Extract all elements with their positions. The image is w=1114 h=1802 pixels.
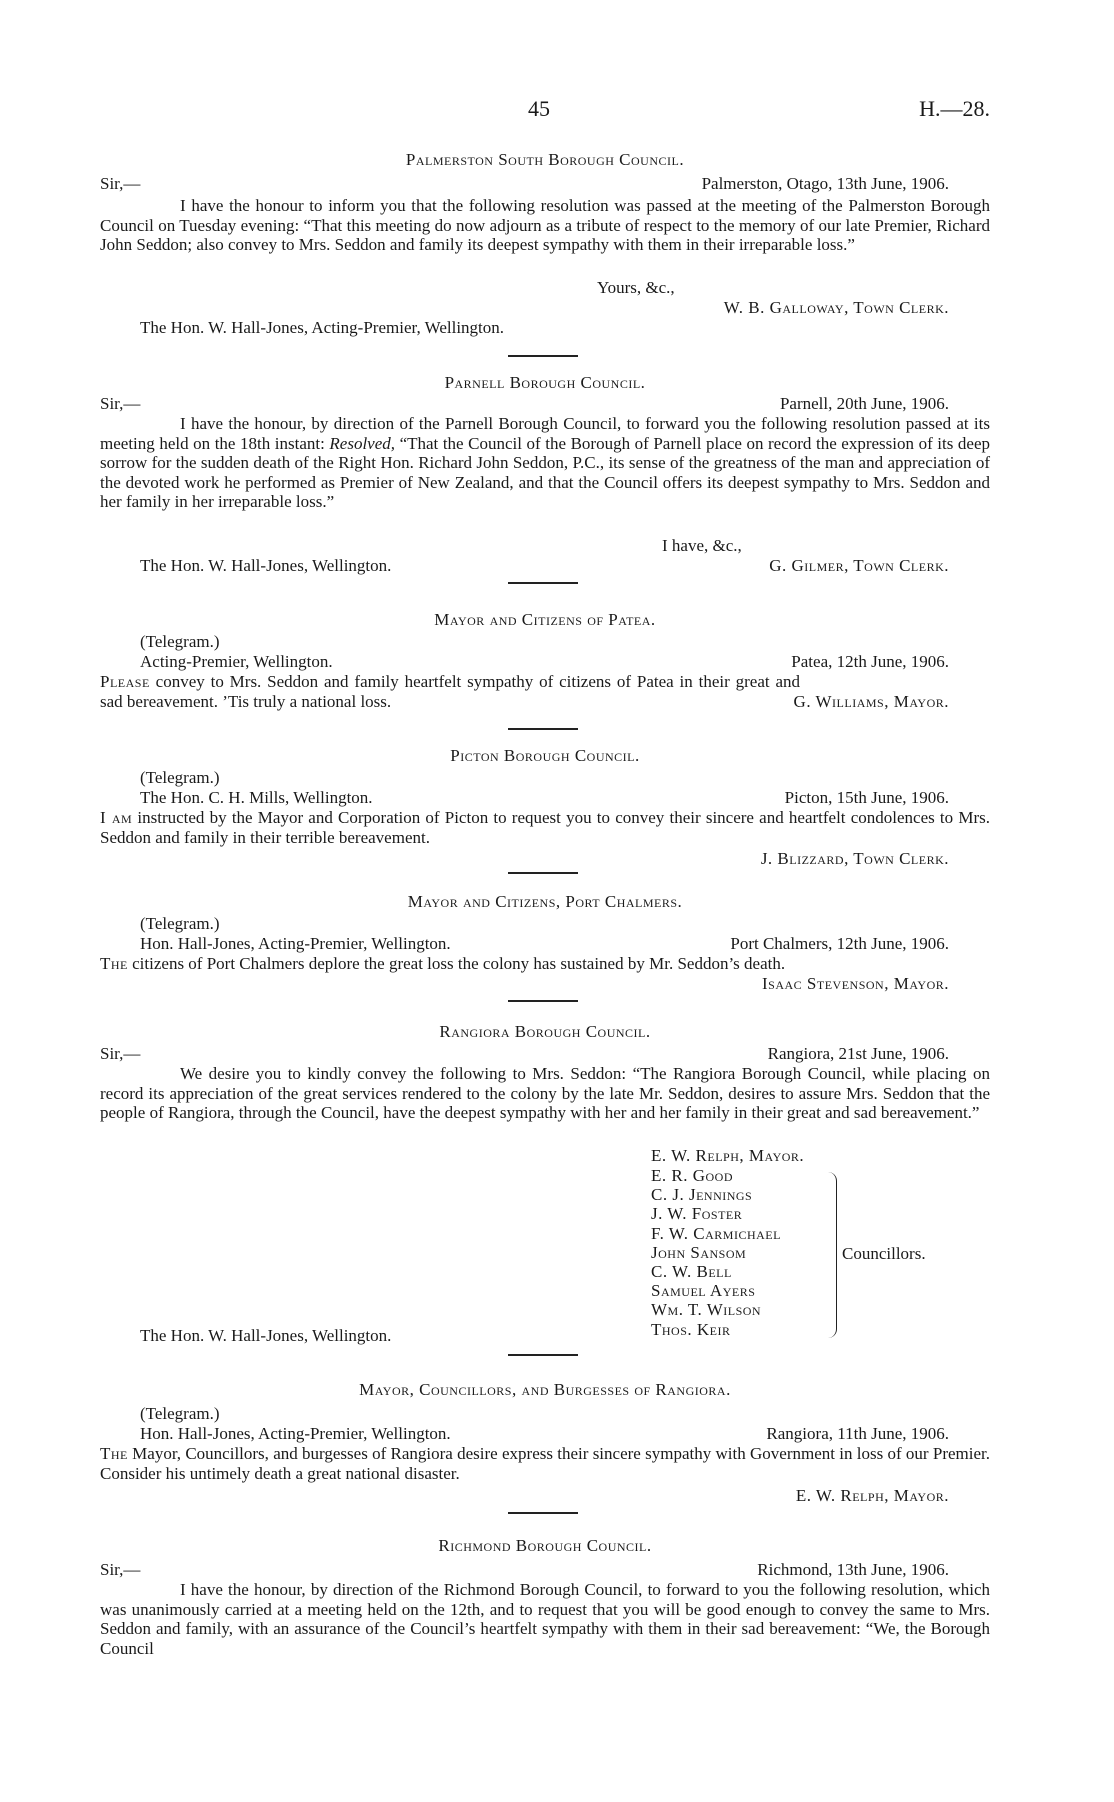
- closing-palmerston: Yours, &c.,: [597, 278, 675, 297]
- body-rangiora: We desire you to kindly convey the following to Mrs. Seddon: “The Rangiora Borough Council, while placing on record its appreciation of the great services rendered to the colony by the late Mr. Seddon, desires to assure Mrs. Seddon that the people of Rangiora, through the Council, have the deepest sympathy with her and her family in their great and sad bereavement.”: [100, 1064, 990, 1122]
- addressee-rangiora-burgesses: Hon. Hall-Jones, Acting-Premier, Wellington.: [140, 1424, 451, 1443]
- section-heading-richmond: Richmond Borough Council.: [438, 1536, 652, 1555]
- page-number: 45: [528, 96, 550, 121]
- divider: [508, 728, 578, 730]
- councillor-name: F. W. Carmichael: [651, 1223, 781, 1243]
- signature-picton: J. Blizzard, Town Clerk.: [760, 849, 949, 868]
- salutation-richmond: Sir,—: [100, 1560, 141, 1579]
- signature-rangiora-burgesses: E. W. Relph, Mayor.: [795, 1486, 949, 1505]
- divider: [508, 355, 578, 357]
- signature-port-chalmers: Isaac Stevenson, Mayor.: [762, 974, 949, 993]
- signature-parnell: G. Gilmer, Town Clerk.: [769, 556, 949, 575]
- dateline-port-chalmers: Port Chalmers, 12th June, 1906.: [730, 934, 949, 953]
- dateline-patea: Patea, 12th June, 1906.: [791, 652, 949, 671]
- body-patea: Please convey to Mrs. Seddon and family heartfelt sympathy of citizens of Patea in their great and sad bereavement. ’Tis truly a national loss.: [100, 672, 800, 711]
- telegram-label-port-chalmers: (Telegram.): [140, 914, 220, 933]
- divider: [508, 872, 578, 874]
- body-palmerston: I have the honour to inform you that the following resolution was passed at the meeting of the Palmerston Borough Council on Tuesday evening: “That this meeting do now adjourn as a tribute of respect to the memory of our late Premier, Richard John Seddon; also convey to Mrs. Seddon and family its deepest sympathy with them in their irreparable loss.”: [100, 196, 990, 254]
- dateline-richmond: Richmond, 13th June, 1906.: [757, 1560, 949, 1579]
- divider: [508, 1354, 578, 1356]
- dateline-rangiora-burgesses: Rangiora, 11th June, 1906.: [766, 1424, 949, 1443]
- body-port-chalmers: The citizens of Port Chalmers deplore the great loss the colony has sustained by Mr. Seddon’s death.: [100, 954, 786, 973]
- signature-patea: G. Williams, Mayor.: [793, 692, 949, 711]
- councillor-name: C. J. Jennings: [651, 1185, 753, 1205]
- signature-palmerston: W. B. Galloway, Town Clerk.: [723, 298, 949, 317]
- section-heading-port-chalmers: Mayor and Citizens, Port Chalmers.: [407, 892, 683, 911]
- body-parnell: I have the honour, by direction of the Parnell Borough Council, to forward you the following resolution passed at its meeting held on the 18th instant: Resolved, “That the Council of the Borough of Parnell place on record the expression of its deep sorrow for the sudden death of the Right Hon. Richard John Seddon, P.C., its sense of the greatness of the man and appreciation of the devoted work he performed as Premier of New Zealand, and that the Council offers its deepest sympathy to Mrs. Seddon and her family in her irreparable loss.”: [100, 414, 990, 511]
- section-heading-parnell: Parnell Borough Council.: [444, 373, 646, 392]
- councillor-name: Thos. Keir: [651, 1319, 731, 1339]
- dateline-parnell: Parnell, 20th June, 1906.: [779, 394, 949, 413]
- councillors-list: [651, 1166, 781, 1339]
- section-heading-palmerston: Palmerston South Borough Council.: [405, 150, 685, 169]
- councillor-name: E. R. Good: [651, 1166, 733, 1185]
- section-heading-picton: Picton Borough Council.: [450, 746, 640, 765]
- body-rangiora-burgesses: The Mayor, Councillors, and burgesses of Rangiora desire express their sincere sympathy with Government in loss of our Premier. Consider his untimely death a great national disaster.: [100, 1444, 990, 1483]
- divider: [508, 1512, 578, 1514]
- addressee-picton: The Hon. C. H. Mills, Wellington.: [140, 788, 373, 807]
- councillors-brace: [828, 1172, 837, 1338]
- councillor-name: C. W. Bell: [651, 1262, 732, 1282]
- dateline-palmerston: Palmerston, Otago, 13th June, 1906.: [701, 174, 949, 193]
- dateline-rangiora: Rangiora, 21st June, 1906.: [767, 1044, 949, 1063]
- section-heading-rangiora-burgesses: Mayor, Councillors, and Burgesses of Rangiora.: [359, 1380, 731, 1399]
- document-reference: H.—28.: [919, 96, 990, 121]
- telegram-label-patea: (Telegram.): [140, 632, 220, 651]
- addressee-rangiora: The Hon. W. Hall-Jones, Wellington.: [140, 1326, 392, 1345]
- salutation-parnell: Sir,—: [100, 394, 141, 413]
- body-richmond: I have the honour, by direction of the Richmond Borough Council, to forward to you the following resolution, which was unanimously carried at a meeting held on the 12th, and to request that you will be good enough to convey the same to Mrs. Seddon and family, with an assurance of the Council’s heartfelt sympathy with them in their sad bereavement: “We, the Borough Council: [100, 1580, 990, 1658]
- section-heading-rangiora: Rangiora Borough Council.: [439, 1022, 651, 1041]
- section-heading-patea: Mayor and Citizens of Patea.: [434, 610, 656, 629]
- telegram-label-picton: (Telegram.): [140, 768, 220, 787]
- salutation-rangiora: Sir,—: [100, 1044, 141, 1063]
- salutation-palmerston: Sir,—: [100, 174, 141, 193]
- councillors-label: Councillors.: [842, 1244, 926, 1263]
- body-picton: I am instructed by the Mayor and Corporation of Picton to request you to convey their sincere and heartfelt condolences to Mrs. Seddon and family in their terrible bereavement.: [100, 808, 990, 847]
- addressee-port-chalmers: Hon. Hall-Jones, Acting-Premier, Wellington.: [140, 934, 451, 953]
- addressee-palmerston: The Hon. W. Hall-Jones, Acting-Premier, Wellington.: [140, 318, 505, 337]
- dateline-picton: Picton, 15th June, 1906.: [784, 788, 949, 807]
- councillor-name: Samuel Ayers: [651, 1281, 756, 1301]
- mayor-signature-rangiora: E. W. Relph, Mayor.: [651, 1146, 805, 1165]
- telegram-label-rangiora-burgesses: (Telegram.): [140, 1404, 220, 1423]
- divider: [508, 582, 578, 584]
- addressee-patea: Acting-Premier, Wellington.: [140, 652, 333, 671]
- councillor-name: Wm. T. Wilson: [651, 1300, 762, 1320]
- councillor-name: John Sansom: [651, 1242, 747, 1262]
- closing-parnell: I have, &c.,: [662, 536, 742, 555]
- addressee-parnell: The Hon. W. Hall-Jones, Wellington.: [140, 556, 392, 575]
- divider: [508, 1000, 578, 1002]
- councillor-name: J. W. Foster: [651, 1204, 743, 1224]
